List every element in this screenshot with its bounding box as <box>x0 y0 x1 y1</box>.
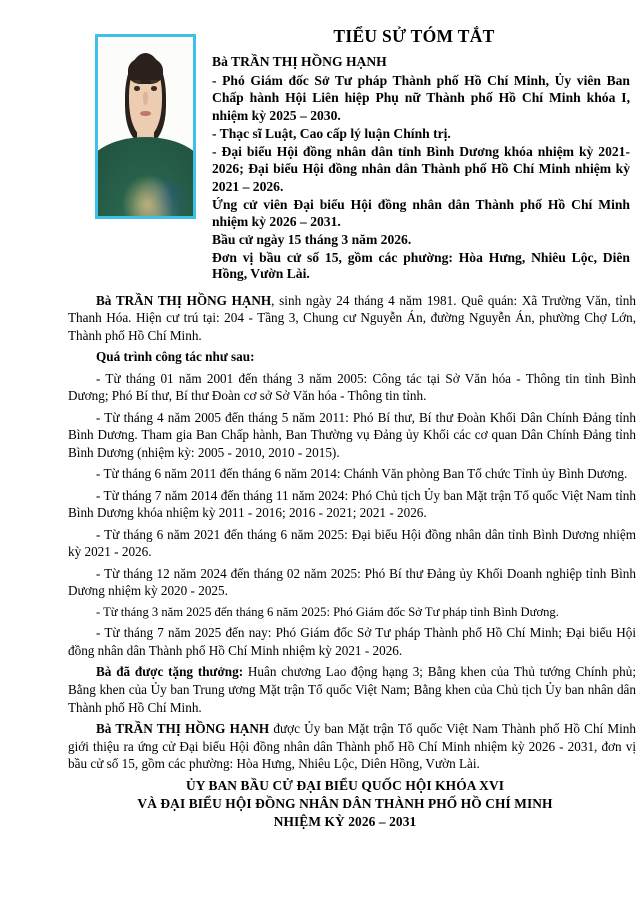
footer-line-2: VÀ ĐẠI BIỂU HỘI ĐỒNG NHÂN DÂN THÀNH PHỐ HỒ CHÍ MINH <box>137 796 553 812</box>
paragraph-personal-info <box>68 292 638 345</box>
personal-info-details: , sinh ngày 24 tháng 4 năm 1981. Quê quán: Xã Trường Văn, tỉnh Thanh Hóa. Hiện cư trú tại: 204 - Tầng 3, Chung cư Nguyễn Án, đường Nguyễn Án, phường Chợ Lớn, Thành phố Hồ Chí Minh. <box>68 292 636 344</box>
candidate-name-heading: Bà TRẦN THỊ HỒNG HẠNH <box>212 54 387 69</box>
header-line-candidacy: Ứng cử viên Đại biểu Hội đồng nhân dân Thành phố Hồ Chí Minh nhiệm kỳ 2026 – 2031. <box>212 196 630 229</box>
header-line-election-date: Bầu cử ngày 15 tháng 3 năm 2026. <box>212 232 412 248</box>
page-title: TIỂU SỬ TÓM TẮT <box>333 26 495 46</box>
paragraph-nomination <box>68 720 638 773</box>
header-text-column <box>196 26 632 284</box>
candidate-photo <box>95 34 196 219</box>
awards-label: Bà đã được tặng thưởng: <box>96 664 244 680</box>
footer-line-1: ỦY BAN BẦU CỬ ĐẠI BIỂU QUỐC HỘI KHÓA XVI <box>185 778 505 794</box>
career-item: - Từ tháng 4 năm 2005 đến tháng 5 năm 2011: Phó Bí thư, Bí thư Đoàn Khối Dân Chính Đảng tỉnh Bình Dương. Tham gia Ban Chấp hành, Ban Thường vụ Đảng ủy Khối các cơ quan Dân Chính Đảng tỉnh Bình Dương (nhiệm kỳ: 2005 - 2010, 2010 - 2015). <box>68 409 636 461</box>
personal-info-name: Bà TRẦN THỊ HỒNG HẠNH <box>96 292 272 308</box>
career-item: - Từ tháng 12 năm 2024 đến tháng 02 năm 2025: Phó Bí thư Đảng ủy Khối Doanh nghiệp tỉnh Bình Dương nhiệm kỳ 2020 - 2025. <box>68 565 636 599</box>
footer-line-3: NHIỆM KỲ 2026 – 2031 <box>273 814 417 829</box>
career-heading <box>68 348 638 366</box>
body-block <box>0 284 640 773</box>
career-item: - Từ tháng 7 năm 2014 đến tháng 11 năm 2024: Phó Chủ tịch Ủy ban Mặt trận Tổ quốc Việt Nam tỉnh Bình Dương khóa nhiệm kỳ 2011 - 2016; 2016 - 2021; 2021 - 2026. <box>68 487 636 521</box>
awards-text: Huân chương Lao động hạng 3; Bằng khen của Thủ tướng Chính phủ; Bằng khen của Ủy ban Trung ương Mặt trận Tổ quốc Việt Nam; Bằng khen của Chủ tịch Ủy ban nhân dân Thành phố Hồ Chí Minh. <box>68 664 636 715</box>
career-item: - Từ tháng 6 năm 2021 đến tháng 6 năm 2025: Đại biểu Hội đồng nhân dân tỉnh Bình Dương nhiệm kỳ 2021 - 2026. <box>68 526 636 560</box>
footer-block <box>0 777 640 831</box>
career-item: - Từ tháng 01 năm 2001 đến tháng 3 năm 2005: Công tác tại Sở Văn hóa - Thông tin tỉnh Bình Dương; Phó Bí thư, Bí thư Đoàn cơ sở Sở Văn hóa - Thông tin tỉnh. <box>68 370 636 404</box>
header-line-education: - Thạc sĩ Luật, Cao cấp lý luận Chính trị. <box>212 125 451 141</box>
header-line-position: - Phó Giám đốc Sở Tư pháp Thành phố Hồ Chí Minh, Ủy viên Ban Chấp hành Hội Liên hiệp Phụ nữ Thành phố Hồ Chí Minh khóa I, nhiệm kỳ 2025 – 2030. <box>212 73 630 123</box>
paragraph-awards <box>68 663 638 716</box>
career-heading-label: Quá trình công tác như sau: <box>96 349 255 365</box>
header-line-constituency: Đơn vị bầu cử số 15, gồm các phường: Hòa Hưng, Nhiêu Lộc, Diên Hồng, Vườn Lài. <box>212 249 630 282</box>
career-item: - Từ tháng 3 năm 2025 đến tháng 6 năm 2025: Phó Giám đốc Sở Tư pháp tỉnh Bình Dương. <box>96 604 559 619</box>
career-item: - Từ tháng 7 năm 2025 đến nay: Phó Giám đốc Sở Tư pháp Thành phố Hồ Chí Minh; Đại biểu Hội đồng nhân dân Thành phố Hồ Chí Minh nhiệm kỳ 2021 - 2026. <box>68 625 636 658</box>
portrait-image <box>98 37 193 216</box>
nomination-name: Bà TRẦN THỊ HỒNG HẠNH <box>96 720 270 736</box>
nomination-text: được Ủy ban Mặt trận Tổ quốc Việt Nam Thành phố Hồ Chí Minh giới thiệu ra ứng cử Đại biểu Hội đồng nhân dân Thành phố Hồ Chí Minh nhiệm kỳ 2026 - 2031, đơn vị bầu cử số 15, gồm các phường: Hòa Hưng, Nhiêu Lộc, Diên Hồng, Vườn Lài. <box>68 720 636 772</box>
header-line-previous-mandates: - Đại biểu Hội đồng nhân dân tỉnh Bình Dương khóa nhiệm kỳ 2021-2026; Đại biểu Hội đồng nhân dân Thành phố Hồ Chí Minh nhiệm kỳ 2021 – 2026. <box>212 144 630 194</box>
career-item: - Từ tháng 6 năm 2011 đến tháng 6 năm 2014: Chánh Văn phòng Ban Tổ chức Tỉnh ủy Bình Dương. <box>96 466 628 482</box>
header-block <box>0 0 640 284</box>
